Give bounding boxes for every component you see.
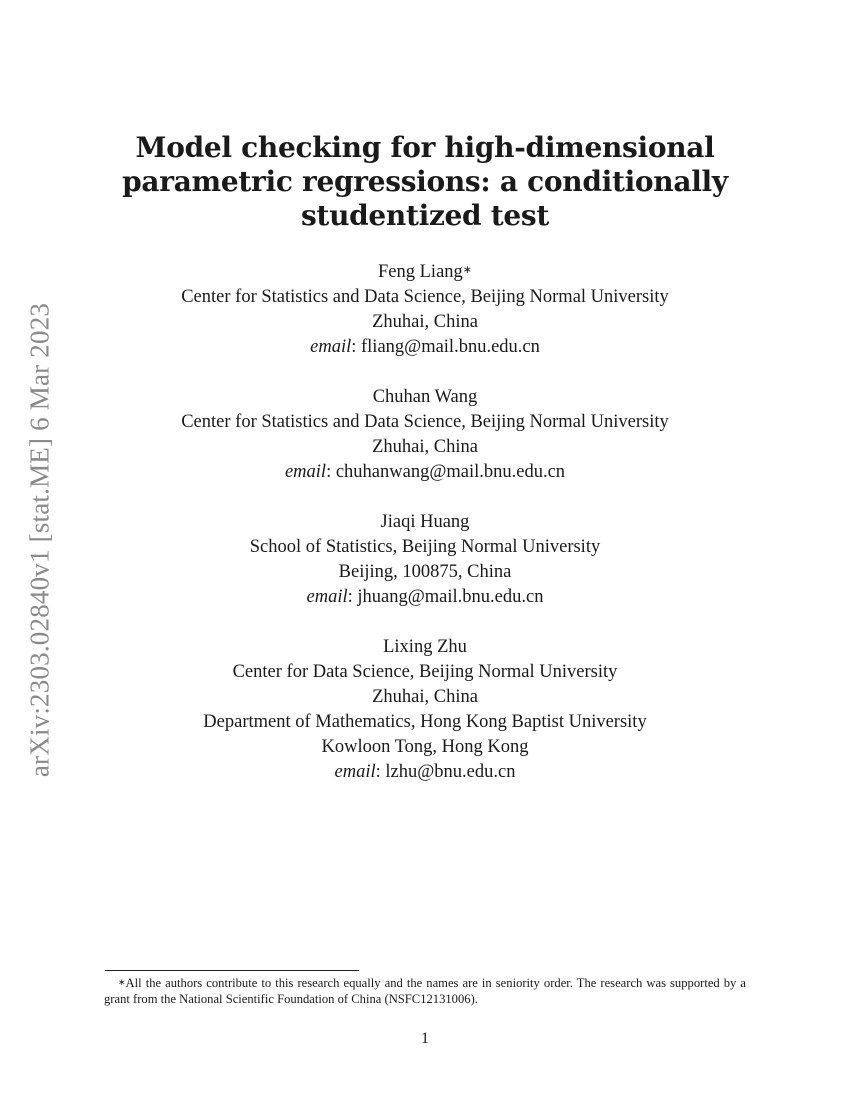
author-affiliation: Center for Statistics and Data Science, Beijing Normal University [181, 412, 669, 432]
author-email-line: email: lzhu@bnu.edu.cn [334, 762, 516, 782]
author-affiliation: Zhuhai, China [372, 312, 478, 332]
author-block [80, 385, 770, 485]
page-number: 1 [421, 1030, 429, 1047]
author-email-line: email: chuhanwang@mail.bnu.edu.cn [284, 462, 566, 482]
email-label: email [310, 337, 352, 357]
author-affiliation: Kowloon Tong, Hong Kong [321, 737, 529, 757]
author-name-line [80, 260, 770, 285]
author-block [80, 635, 770, 785]
author-email[interactable]: lzhu@bnu.edu.cn [385, 762, 516, 782]
author-name: Chuhan Wang [372, 387, 478, 407]
author-affiliation: Center for Statistics and Data Science, Beijing Normal University [181, 287, 669, 307]
title-line: Model checking for high-dimensional [135, 131, 715, 164]
author-email[interactable]: jhuang@mail.bnu.edu.cn [357, 587, 544, 607]
author-affiliation: Center for Data Science, Beijing Normal University [232, 662, 618, 682]
author-email-line: email: fliang@mail.bnu.edu.cn [310, 337, 540, 357]
email-label: email [334, 762, 376, 782]
paper-title [100, 131, 750, 233]
author-affiliation: Zhuhai, China [372, 437, 478, 457]
author-block [80, 510, 770, 610]
author-name: Feng Liang [378, 262, 463, 282]
footnote-marker: ∗ [118, 977, 126, 987]
author-block [80, 260, 770, 360]
footnote-divider [105, 970, 359, 971]
author-affiliation: Zhuhai, China [372, 687, 478, 707]
footnote [104, 975, 746, 1007]
author-affiliation: Department of Mathematics, Hong Kong Baptist University [203, 712, 647, 732]
author-name: Lixing Zhu [383, 637, 467, 657]
arxiv-identifier-stamp: arXiv:2303.02840v1 [stat.ME] 6 Mar 2023 [24, 302, 55, 778]
author-affiliation: Beijing, 100875, China [338, 562, 512, 582]
email-label: email [284, 462, 327, 482]
footnote-text: All the authors contribute to this research equally and the names are in seniority order. The research was supported by a grant from the National Scientific Foundation of China (NSFC12131006). [104, 976, 746, 1006]
author-email[interactable]: fliang@mail.bnu.edu.cn [361, 337, 540, 357]
footnote-marker[interactable]: ∗ [462, 264, 472, 276]
title-line: parametric regressions: a conditionally [122, 165, 728, 198]
title-line: studentized test [300, 199, 550, 232]
author-email[interactable]: chuhanwang@mail.bnu.edu.cn [335, 462, 566, 482]
author-affiliation: School of Statistics, Beijing Normal University [249, 537, 601, 557]
author-list [80, 260, 770, 810]
author-name: Jiaqi Huang [380, 512, 470, 532]
email-label: email [306, 587, 348, 607]
author-email-line: email: jhuang@mail.bnu.edu.cn [306, 587, 544, 607]
